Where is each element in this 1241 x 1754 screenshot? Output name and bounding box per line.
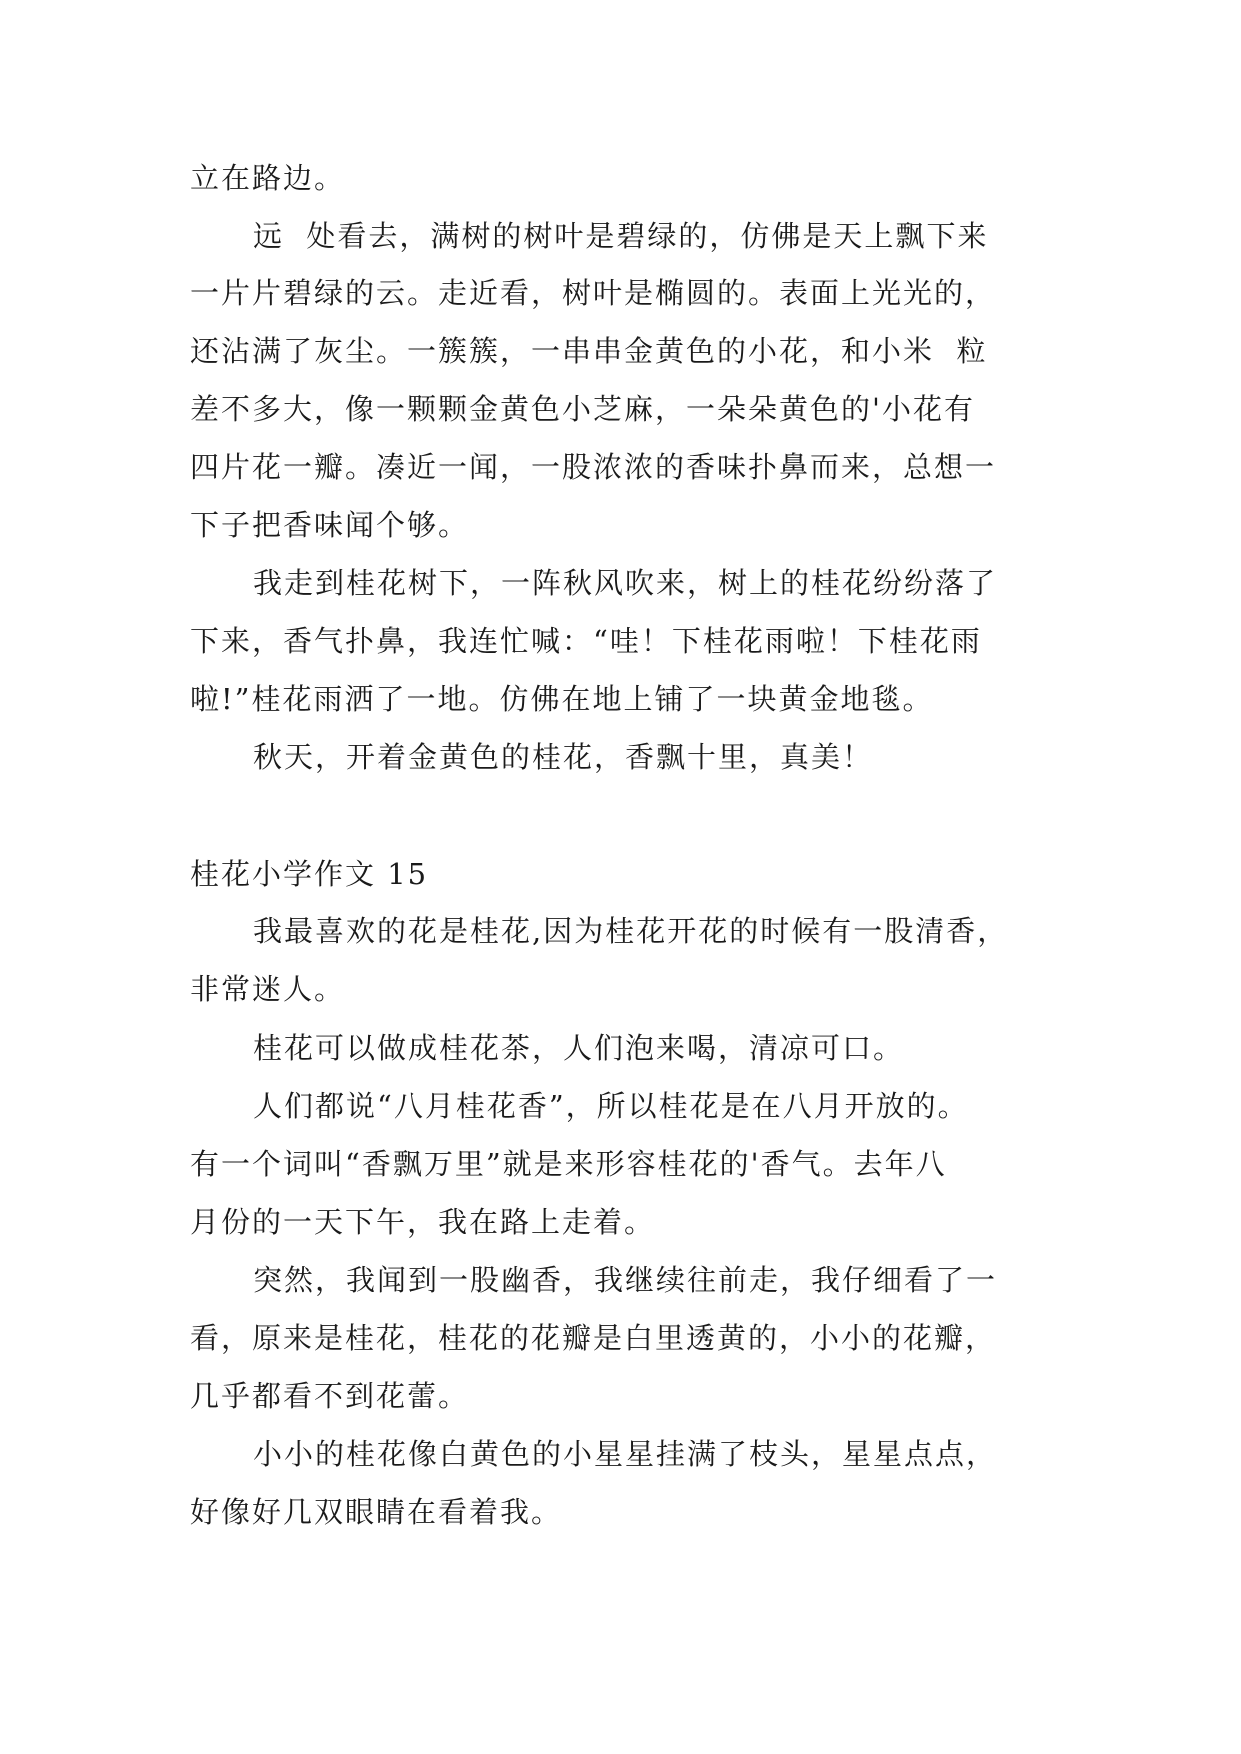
text-line: 秋天，开着金黄色的桂花，香飘十里，真美！ xyxy=(253,740,874,774)
text-line: 突然，我闻到一股幽香，我继续往前走，我仔细看了一 xyxy=(253,1263,998,1297)
text-line: 下来，香气扑鼻，我连忙喊：“哇！下桂花雨啦！下桂花雨 xyxy=(190,624,982,658)
text-line: 立在路边。 xyxy=(190,161,346,195)
text-line: 远 处看去，满树的树叶是碧绿的，仿佛是天上飘下来 xyxy=(253,219,989,253)
text-line: 看，原来是桂花，桂花的花瓣是白里透黄的，小小的花瓣， xyxy=(190,1321,997,1355)
text-line: 人们都说“八月桂花香”，所以桂花是在八月开放的。 xyxy=(253,1089,969,1123)
text-line: 四片花一瓣。凑近一闻，一股浓浓的香味扑鼻而来，总想一 xyxy=(190,450,997,484)
text-line: 小小的桂花像白黄色的小星星挂满了枝头，星星点点， xyxy=(253,1437,998,1471)
text-line: 啦!”桂花雨洒了一地。仿佛在地上铺了一块黄金地毯。 xyxy=(190,682,934,716)
text-line: 差不多大，像一颗颗金黄色小芝麻，一朵朵黄色的'小花有 xyxy=(190,392,975,426)
text-line: 好像好几双眼睛在看着我。 xyxy=(190,1495,563,1529)
text-line: 一片片碧绿的云。走近看，树叶是椭圆的。表面上光光的， xyxy=(190,276,997,310)
text-line: 非常迷人。 xyxy=(190,972,346,1006)
text-line: 我最喜欢的花是桂花,因为桂花开花的时候有一股清香， xyxy=(253,914,1009,948)
text-line: 月份的一天下午，我在路上走着。 xyxy=(190,1205,656,1239)
text-line: 下子把香味闻个够。 xyxy=(190,508,470,542)
text-line: 我走到桂花树下，一阵秋风吹来，树上的桂花纷纷落了 xyxy=(253,566,998,600)
section-title: 桂花小学作文 15 xyxy=(190,857,429,891)
text-line: 桂花可以做成桂花茶，人们泡来喝，清凉可口。 xyxy=(253,1031,905,1065)
text-line: 还沾满了灰尘。一簇簇，一串串金黄色的小花，和小米 粒 xyxy=(190,334,988,368)
text-line: 有一个词叫“香飘万里”就是来形容桂花的'香气。去年八 xyxy=(190,1147,947,1181)
text-line: 几乎都看不到花蕾。 xyxy=(190,1379,470,1413)
